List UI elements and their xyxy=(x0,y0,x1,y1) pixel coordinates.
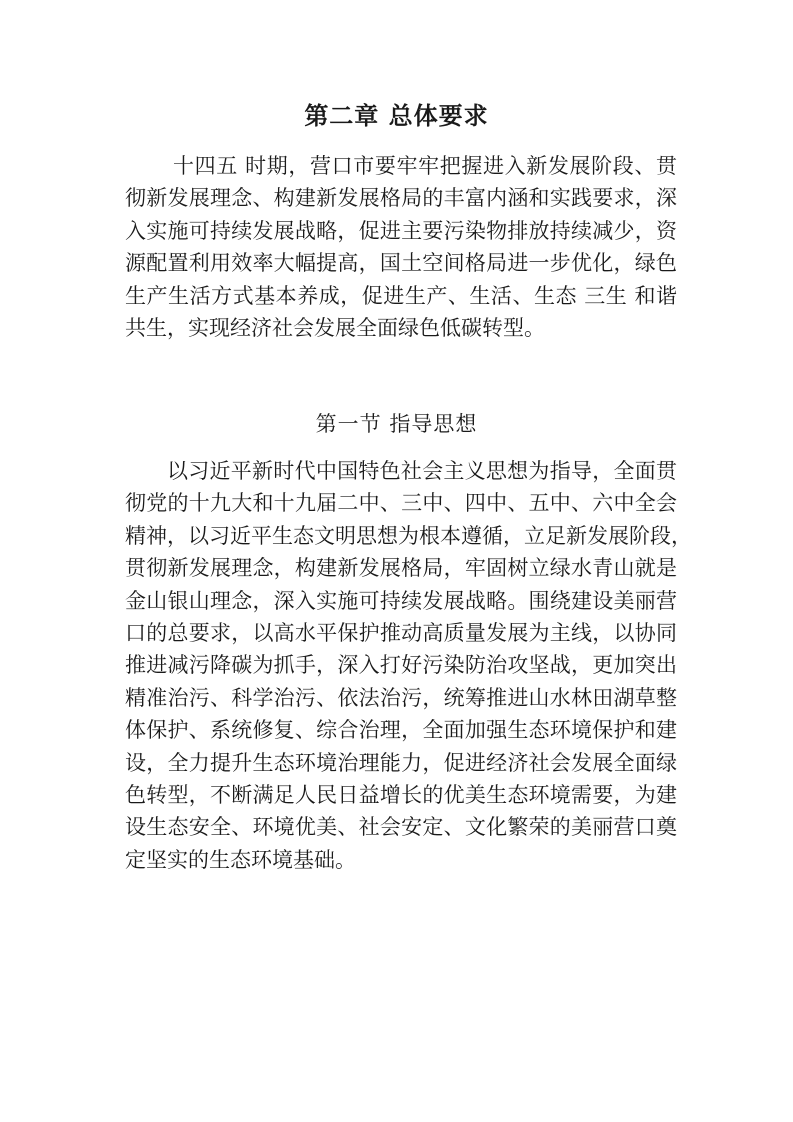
intro-paragraph xyxy=(125,150,677,344)
paragraph-line: 精准治污、科学治污、依法治污，统筹推进山水林田湖草整 xyxy=(125,685,677,710)
paragraph-line: 十四五 时期，营口市要牢牢把握进入新发展阶段、贯 xyxy=(173,154,677,178)
paragraph-line: 设，全力提升生态环境治理能力，促进经济社会发展全面绿 xyxy=(125,750,677,775)
section-title: 第一节 指导思想 xyxy=(315,412,478,436)
paragraph-line: 口的总要求，以高水平保护推动高质量发展为主线，以协同 xyxy=(125,620,677,645)
paragraph-line: 金山银山理念，深入实施可持续发展战略。围绕建设美丽营 xyxy=(125,588,677,613)
chapter-title: 第二章 总体要求 xyxy=(304,101,489,130)
paragraph-line: 彻党的十九大和十九届二中、三中、四中、五中、六中全会 xyxy=(125,491,677,516)
paragraph-line: 色转型，不断满足人民日益增长的优美生态环境需要，为建 xyxy=(125,782,677,807)
paragraph-line: 共生，实现经济社会发展全面绿色低碳转型。 xyxy=(125,315,545,340)
paragraph-line: 贯彻新发展理念，构建新发展格局，牢固树立绿水青山就是 xyxy=(125,556,677,581)
paragraph-line: 彻新发展理念、构建新发展格局的丰富内涵和实践要求，深 xyxy=(125,186,677,211)
paragraph-line: 生产生活方式基本养成，促进生产、生活、生态 三生 和谐 xyxy=(125,283,677,308)
paragraph-line: 源配置利用效率大幅提高，国土空间格局进一步优化，绿色 xyxy=(125,251,677,276)
paragraph-line: 设生态安全、环境优美、社会安定、文化繁荣的美丽营口奠 xyxy=(125,815,677,840)
guiding-ideology-paragraph xyxy=(125,455,692,876)
paragraph-line: 精神，以习近平生态文明思想为根本遵循，立足新发展阶段， xyxy=(125,523,692,548)
paragraph-line: 以习近平新时代中国特色社会主义思想为指导，全面贯 xyxy=(167,459,677,483)
paragraph-line: 体保护、系统修复、综合治理，全面加强生态环境保护和建 xyxy=(125,718,677,743)
paragraph-line: 定坚实的生态环境基础。 xyxy=(125,847,356,872)
paragraph-line: 入实施可持续发展战略，促进主要污染物排放持续减少，资 xyxy=(125,218,677,243)
paragraph-line: 推进减污降碳为抓手，深入打好污染防治攻坚战，更加突出 xyxy=(125,653,677,678)
